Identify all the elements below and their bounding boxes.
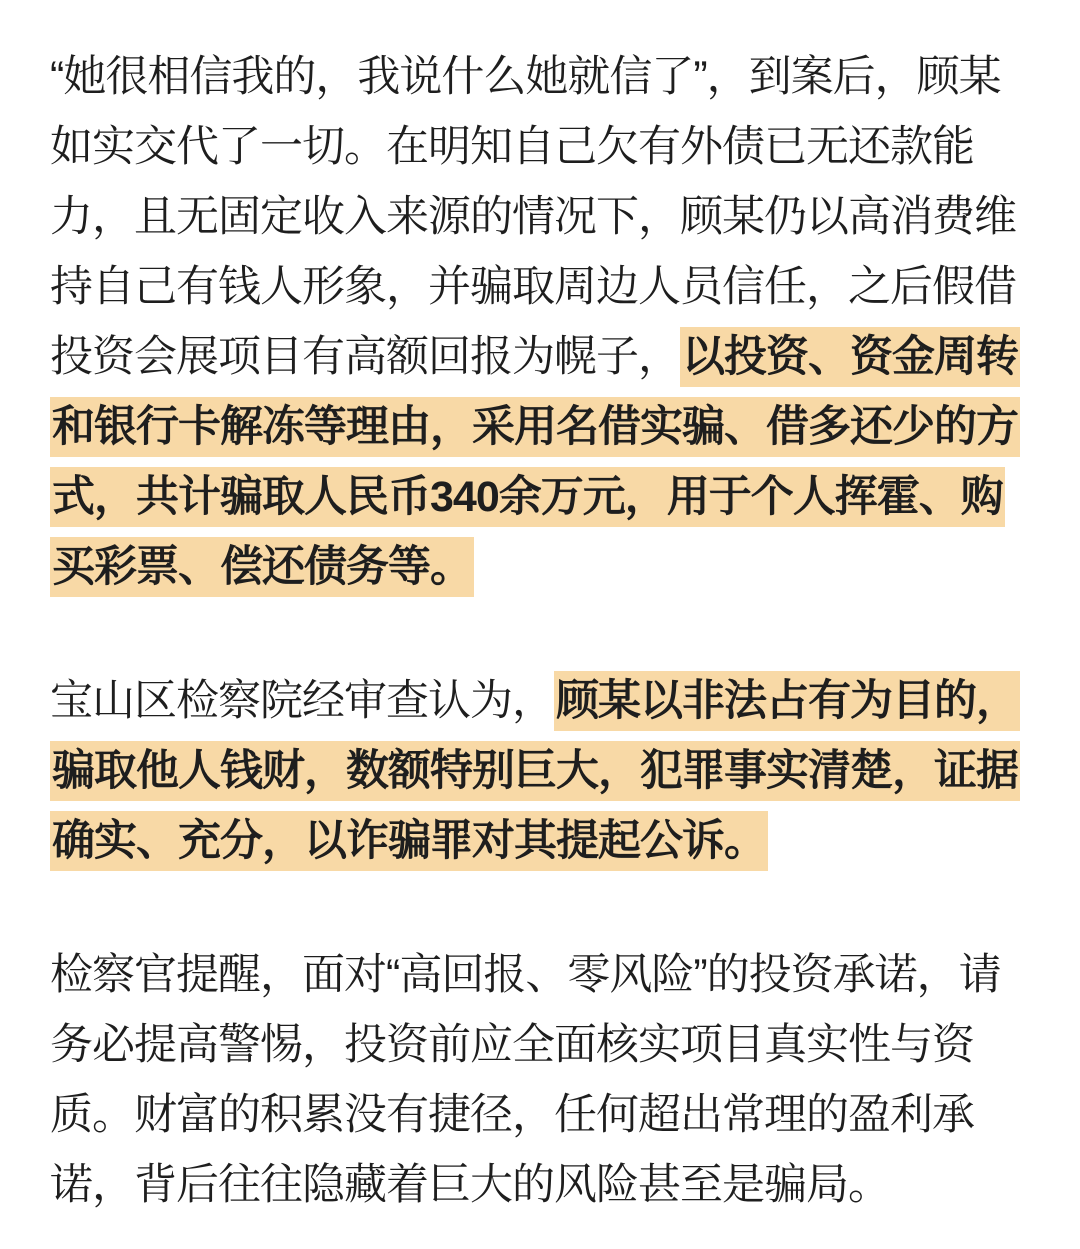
body-text: 诺，背后往往隐藏着巨大的风险甚至是骗局。 — [50, 1161, 890, 1209]
body-text: 力，且无固定收入来源的情况下，顾某仍以高消费维 — [50, 193, 1016, 241]
text-line — [50, 112, 1042, 182]
text-line — [50, 182, 1042, 252]
body-text: 宝山区检察院经审查认为， — [50, 677, 554, 725]
body-text: 质。财富的积累没有捷径，任何超出常理的盈利承 — [50, 1091, 974, 1139]
highlighted-text: 骗取他人钱财，数额特别巨大，犯罪事实清楚，证据 — [50, 741, 1020, 801]
body-text: 检察官提醒，面对“高回报、零风险”的投资承诺，请 — [50, 951, 1001, 999]
text-line — [50, 322, 1042, 392]
text-line — [50, 1150, 1042, 1220]
highlighted-text: 买彩票、偿还债务等。 — [50, 537, 474, 597]
body-text: 如实交代了一切。在明知自己欠有外债已无还款能 — [50, 123, 974, 171]
highlighted-text: 以投资、资金周转 — [680, 327, 1020, 387]
text-line — [50, 1080, 1042, 1150]
highlighted-text: 顾某以非法占有为目的， — [554, 671, 1020, 731]
paragraph-3 — [50, 940, 1042, 1220]
text-line — [50, 1010, 1042, 1080]
body-text: “她很相信我的，我说什么她就信了”，到案后，顾某 — [50, 53, 1001, 101]
text-line — [50, 42, 1042, 112]
paragraph-2 — [50, 666, 1042, 876]
body-text: 持自己有钱人形象，并骗取周边人员信任，之后假借 — [50, 263, 1016, 311]
text-line — [50, 940, 1042, 1010]
text-line — [50, 806, 1042, 876]
body-text: 投资会展项目有高额回报为幌子， — [50, 333, 680, 381]
text-line — [50, 252, 1042, 322]
paragraph-1 — [50, 42, 1042, 602]
text-line — [50, 532, 1042, 602]
text-line — [50, 666, 1042, 736]
text-line — [50, 736, 1042, 806]
text-line — [50, 462, 1042, 532]
text-line — [50, 392, 1042, 462]
highlighted-text: 和银行卡解冻等理由，采用名借实骗、借多还少的方 — [50, 397, 1020, 457]
highlighted-text: 确实、充分，以诈骗罪对其提起公诉。 — [50, 811, 768, 871]
highlighted-text: 式，共计骗取人民币340余万元，用于个人挥霍、购 — [50, 467, 1005, 527]
body-text: 务必提高警惕，投资前应全面核实项目真实性与资 — [50, 1021, 974, 1069]
